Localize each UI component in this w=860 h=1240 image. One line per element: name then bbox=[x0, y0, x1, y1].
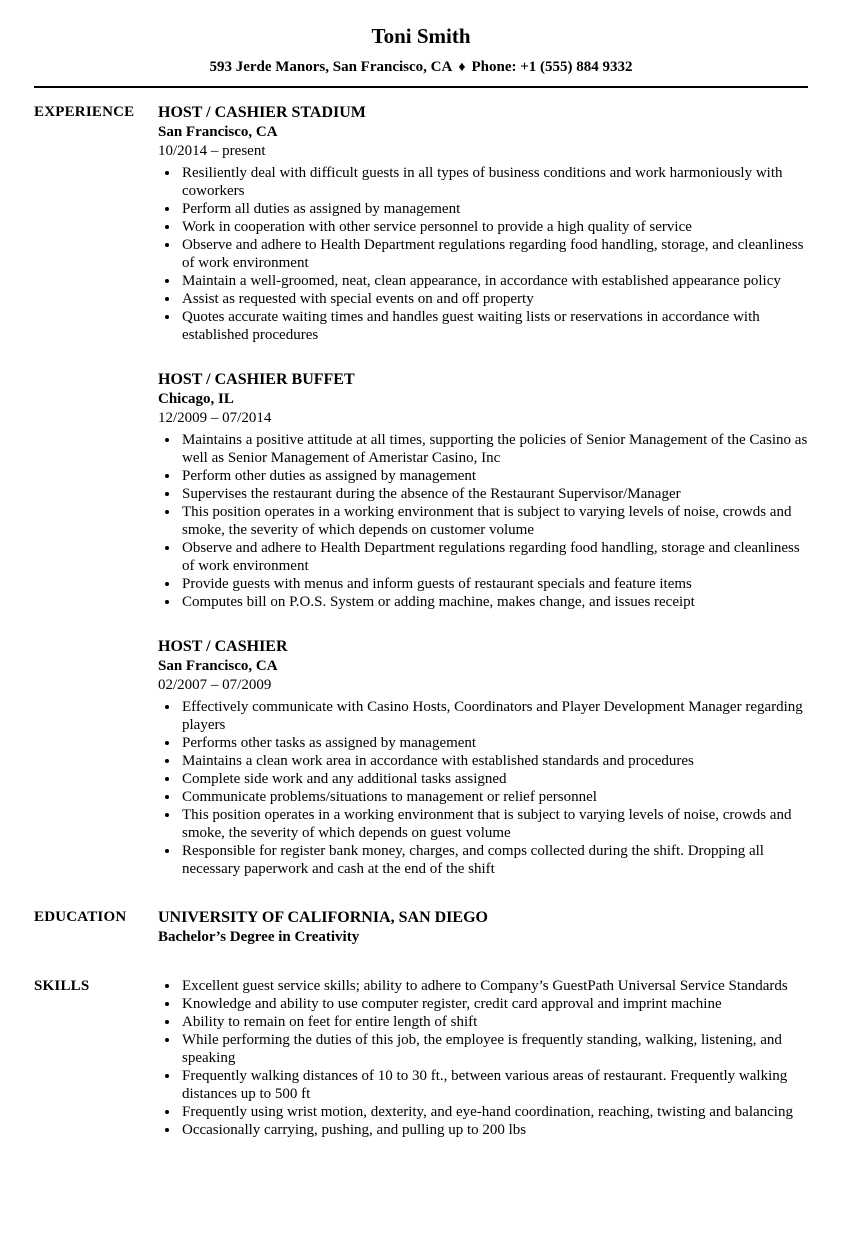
contact-line bbox=[34, 58, 808, 77]
bullet-item: • Performs other tasks as assigned by management bbox=[180, 734, 808, 752]
bullet-item: • Perform all duties as assigned by management bbox=[180, 200, 808, 218]
job-location: Chicago, IL bbox=[158, 391, 234, 407]
bullet-item: • Maintains a clean work area in accordance with established standards and procedures bbox=[180, 752, 808, 770]
bullet-item: • Resiliently deal with difficult guests in all types of business conditions and work harmoniously with coworkers bbox=[180, 164, 808, 200]
job-location: San Francisco, CA bbox=[158, 124, 278, 140]
bullet-item: • Observe and adhere to Health Department regulations regarding food handling, storage, and cleanliness of work environment bbox=[180, 236, 808, 272]
bullet-list bbox=[158, 431, 808, 611]
bullet-item: • While performing the duties of this job, the employee is frequently standing, walking, listening, and speaking bbox=[180, 1031, 808, 1067]
skills-body bbox=[158, 977, 808, 1139]
job-dates: 12/2009 – 07/2014 bbox=[158, 410, 272, 426]
job-dates: 02/2007 – 07/2009 bbox=[158, 677, 272, 693]
bullet-item: • Computes bill on P.O.S. System or adding machine, makes change, and issues receipt bbox=[180, 593, 808, 611]
resume-header bbox=[34, 24, 808, 77]
school-name: UNIVERSITY OF CALIFORNIA, SAN DIEGO bbox=[158, 909, 488, 926]
bullet-item: • Communicate problems/situations to management or relief personnel bbox=[180, 788, 808, 806]
diamond-icon: ♦ bbox=[458, 60, 466, 75]
section-skills bbox=[34, 977, 808, 1139]
page-title: Toni Smith bbox=[371, 24, 471, 48]
bullet-item: • Frequently using wrist motion, dexterity, and eye-hand coordination, reaching, twisting and balancing bbox=[180, 1103, 808, 1121]
bullet-item: • Perform other duties as assigned by management bbox=[180, 467, 808, 485]
job-entry-2 bbox=[158, 370, 808, 611]
section-label-experience: EXPERIENCE bbox=[34, 104, 135, 120]
job-entry-1 bbox=[158, 103, 808, 344]
bullet-list bbox=[158, 698, 808, 878]
bullet-item: • This position operates in a working environment that is subject to varying levels of noise, crowds and smoke, the severity of which depends on guest volume bbox=[180, 806, 808, 842]
bullet-item: • Maintains a positive attitude at all times, supporting the policies of Senior Management of the Casino as well as Senior Management of Ameristar Casino, Inc bbox=[180, 431, 808, 467]
address-text: 593 Jerde Manors, San Francisco, CA bbox=[209, 59, 453, 75]
bullet-item: • Quotes accurate waiting times and handles guest waiting lists or reservations in accordance with established procedures bbox=[180, 308, 808, 344]
section-education bbox=[34, 908, 808, 947]
bullet-item: • Effectively communicate with Casino Hosts, Coordinators and Player Development Manager regarding players bbox=[180, 698, 808, 734]
skills-list bbox=[158, 977, 808, 1139]
bullet-item: • Knowledge and ability to use computer register, credit card approval and imprint machine bbox=[180, 995, 808, 1013]
bullet-item: • Supervises the restaurant during the absence of the Restaurant Supervisor/Manager bbox=[180, 485, 808, 503]
job-entry-3 bbox=[158, 637, 808, 878]
bullet-item: • Complete side work and any additional tasks assigned bbox=[180, 770, 808, 788]
job-title: HOST / CASHIER BUFFET bbox=[158, 371, 355, 388]
job-title: HOST / CASHIER bbox=[158, 638, 288, 655]
job-location: San Francisco, CA bbox=[158, 658, 278, 674]
section-experience bbox=[34, 103, 808, 878]
header-divider bbox=[34, 86, 808, 88]
bullet-item: • Work in cooperation with other service personnel to provide a high quality of service bbox=[180, 218, 808, 236]
bullet-item: • Provide guests with menus and inform guests of restaurant specials and feature items bbox=[180, 575, 808, 593]
job-title: HOST / CASHIER STADIUM bbox=[158, 104, 366, 121]
degree-name: Bachelor’s Degree in Creativity bbox=[158, 929, 360, 945]
bullet-item: • Observe and adhere to Health Department regulations regarding food handling, storage and cleanliness of work environment bbox=[180, 539, 808, 575]
experience-body bbox=[158, 103, 808, 878]
education-body bbox=[158, 908, 808, 947]
bullet-item: • This position operates in a working environment that is subject to varying levels of noise, crowds and smoke, the severity of which depends on customer volume bbox=[180, 503, 808, 539]
phone-text: Phone: +1 (555) 884 9332 bbox=[471, 59, 633, 75]
bullet-list bbox=[158, 164, 808, 344]
bullet-item: • Frequently walking distances of 10 to 30 ft., between various areas of restaurant. Frequently walking distances up to 500 ft bbox=[180, 1067, 808, 1103]
section-label-skills: SKILLS bbox=[34, 978, 90, 994]
bullet-item: • Maintain a well-groomed, neat, clean appearance, in accordance with established appearance policy bbox=[180, 272, 808, 290]
bullet-item: • Occasionally carrying, pushing, and pulling up to 200 lbs bbox=[180, 1121, 808, 1139]
bullet-item: • Ability to remain on feet for entire length of shift bbox=[180, 1013, 808, 1031]
bullet-item: • Responsible for register bank money, charges, and comps collected during the shift. Dropping all necessary paperwork and cash at the end of the shift bbox=[180, 842, 808, 878]
section-label-education: EDUCATION bbox=[34, 909, 127, 925]
job-dates: 10/2014 – present bbox=[158, 143, 266, 159]
bullet-item: • Assist as requested with special events on and off property bbox=[180, 290, 808, 308]
bullet-item: • Excellent guest service skills; ability to adhere to Company’s GuestPath Universal Service Standards bbox=[180, 977, 808, 995]
